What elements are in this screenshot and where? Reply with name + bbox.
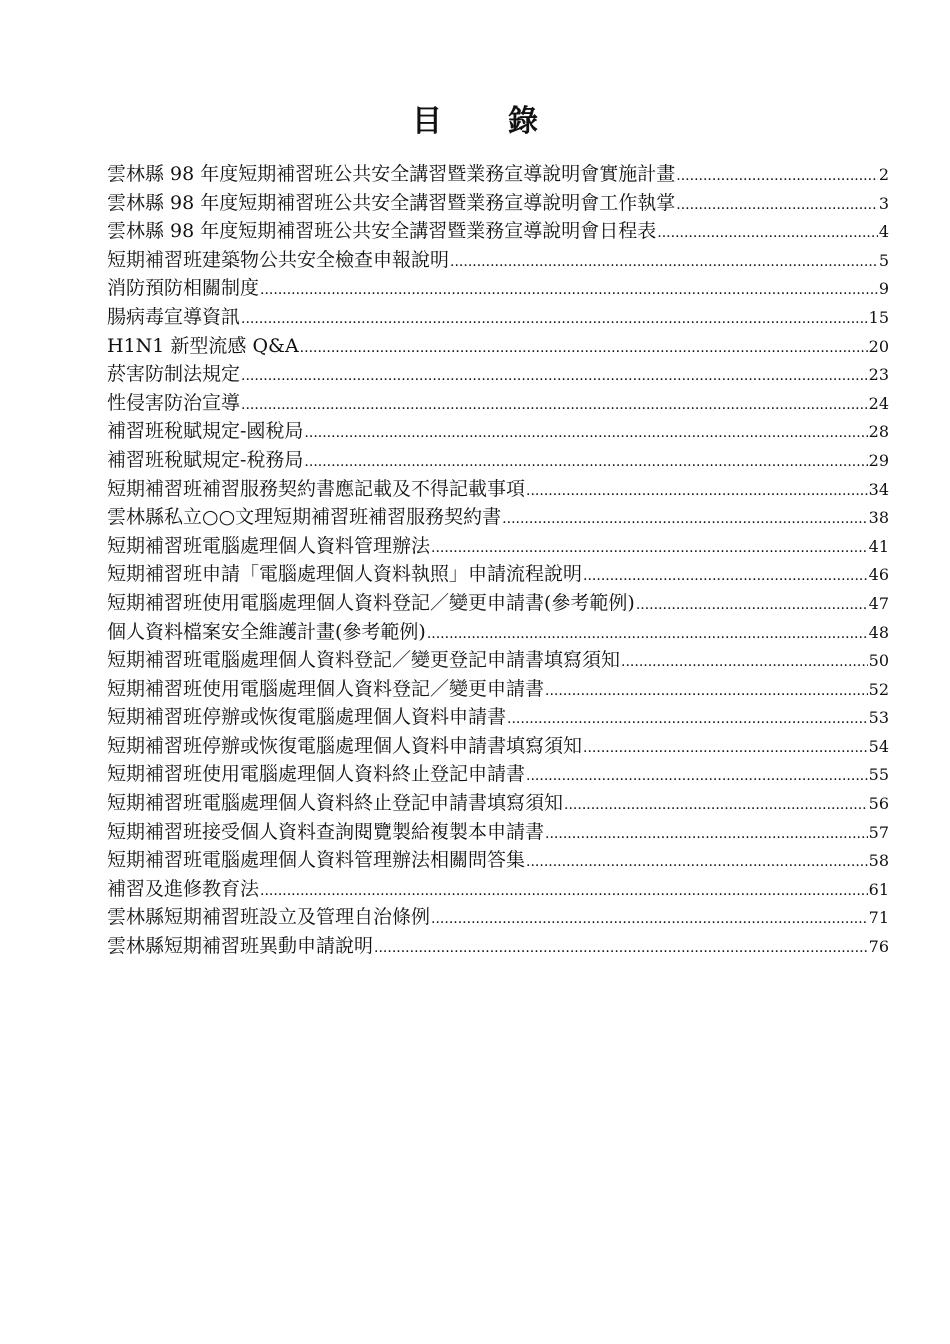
toc-page-number: 71 [868, 908, 889, 928]
toc-dot-leader [526, 762, 868, 791]
toc-page-number: 34 [868, 479, 889, 499]
toc-page-number: 46 [868, 565, 889, 585]
toc-entry-title: 短期補習班使用電腦處理個人資料登記／變更申請書 [107, 677, 545, 700]
toc-page-number: 15 [868, 307, 889, 327]
toc-dot-leader [300, 334, 868, 363]
toc-entry [107, 732, 889, 761]
toc-entry-title: 雲林縣 98 年度短期補習班公共安全講習暨業務宣導說明會實施計畫 [107, 163, 676, 185]
toc-entry-title: 補習班稅賦規定-國稅局 [107, 420, 304, 443]
toc-page-number: 56 [868, 794, 889, 814]
toc-entry-title: 短期補習班使用電腦處理個人資料登記／變更申請書(參考範例) [107, 591, 635, 614]
toc-page-number: 57 [868, 822, 889, 842]
toc-entry [107, 703, 889, 732]
toc-list [107, 160, 889, 961]
toc-page-number: 58 [868, 851, 889, 871]
toc-entry [107, 618, 889, 647]
toc-dot-leader [241, 362, 868, 391]
toc-entry [107, 160, 889, 189]
toc-entry [107, 846, 889, 875]
toc-page-number: 48 [868, 622, 889, 642]
toc-dot-leader [526, 477, 868, 506]
toc-entry [107, 274, 889, 303]
toc-entry-title: 短期補習班電腦處理個人資料終止登記申請書填寫須知 [107, 792, 564, 815]
toc-page-number: 20 [868, 336, 889, 356]
toc-entry-title: 菸害防制法規定 [107, 363, 241, 386]
toc-dot-leader [636, 591, 868, 620]
toc-entry [107, 446, 889, 475]
toc-entry-title: 雲林縣 98 年度短期補習班公共安全講習暨業務宣導說明會工作執掌 [107, 191, 676, 214]
toc-page-number: 29 [868, 450, 889, 470]
toc-entry [107, 560, 889, 589]
toc-dot-leader [260, 877, 868, 906]
toc-entry [107, 789, 889, 818]
toc-entry [107, 303, 889, 332]
toc-entry [107, 389, 889, 418]
toc-page-number: 61 [868, 879, 889, 899]
toc-dot-leader [564, 791, 868, 820]
toc-entry [107, 532, 889, 561]
toc-title: 目 錄 [412, 104, 556, 140]
toc-entry [107, 189, 889, 218]
toc-entry-title: 性侵害防治宣導 [107, 391, 241, 414]
toc-page-number: 54 [868, 736, 889, 756]
toc-entry-title: H1N1 新型流感 Q&A [107, 334, 299, 357]
toc-dot-leader [260, 276, 878, 305]
toc-dot-leader [507, 705, 868, 734]
toc-page-number: 2 [878, 165, 889, 184]
toc-entry [107, 417, 889, 446]
toc-entry-title: 補習及進修教育法 [107, 877, 260, 900]
toc-entry-title: 短期補習班使用電腦處理個人資料終止登記申請書 [107, 763, 526, 786]
toc-entry [107, 675, 889, 704]
toc-dot-leader [427, 620, 868, 649]
toc-entry-title: 短期補習班補習服務契約書應記載及不得記載事項 [107, 477, 526, 500]
toc-entry [107, 818, 889, 847]
toc-entry-title: 短期補習班電腦處理個人資料管理辦法相關問答集 [107, 849, 526, 872]
toc-dot-leader [241, 391, 868, 420]
toc-dot-leader [657, 219, 878, 248]
toc-entry-title: 短期補習班申請「電腦處理個人資料執照」申請流程說明 [107, 563, 583, 586]
toc-page-number: 76 [868, 937, 889, 957]
toc-page-number: 53 [868, 708, 889, 728]
toc-entry-title: 短期補習班建築物公共安全檢查申報說明 [107, 248, 450, 271]
toc-page-number: 41 [868, 536, 889, 556]
toc-entry [107, 646, 889, 675]
toc-page-number: 28 [868, 422, 889, 442]
toc-dot-leader [374, 934, 868, 963]
toc-page-number: 3 [878, 193, 889, 213]
toc-entry-title: 短期補習班電腦處理個人資料登記／變更登記申請書填寫須知 [107, 649, 621, 672]
toc-entry-title: 消防預防相關制度 [107, 277, 260, 300]
toc-dot-leader [431, 905, 868, 934]
toc-entry-title: 短期補習班電腦處理個人資料管理辦法 [107, 534, 431, 557]
toc-entry [107, 503, 889, 532]
toc-entry [107, 475, 889, 504]
toc-entry-title: 雲林縣 98 年度短期補習班公共安全講習暨業務宣導說明會日程表 [107, 220, 657, 243]
toc-page-number: 47 [868, 593, 889, 613]
toc-dot-leader [676, 191, 878, 220]
toc-entry-title: 補習班稅賦規定-稅務局 [107, 448, 304, 471]
toc-dot-leader [502, 505, 867, 534]
toc-page-number: 38 [868, 508, 889, 528]
toc-page-number: 50 [868, 651, 889, 671]
toc-page-number: 23 [868, 365, 889, 385]
toc-page-number: 55 [868, 765, 889, 785]
toc-page-number: 24 [868, 393, 889, 413]
toc-entry [107, 360, 889, 389]
toc-dot-leader [241, 305, 868, 334]
toc-dot-leader [676, 162, 878, 191]
toc-page-number: 52 [868, 679, 889, 699]
toc-dot-leader [545, 820, 868, 849]
toc-entry [107, 332, 889, 361]
toc-dot-leader [583, 562, 868, 591]
toc-dot-leader [583, 734, 868, 763]
toc-entry [107, 760, 889, 789]
toc-page-number: 4 [878, 222, 889, 242]
toc-entry-title: 雲林縣私立○○文理短期補習班補習服務契約書 [107, 506, 502, 529]
toc-dot-leader [304, 419, 867, 448]
toc-entry-title: 腸病毒宣導資訊 [107, 305, 241, 328]
toc-entry [107, 246, 889, 275]
toc-entry-title: 短期補習班停辦或恢復電腦處理個人資料申請書 [107, 706, 507, 729]
toc-entry-title: 雲林縣短期補習班設立及管理自治條例 [107, 906, 431, 929]
toc-entry [107, 932, 889, 961]
toc-entry [107, 217, 889, 246]
toc-entry-title: 雲林縣短期補習班異動申請說明 [107, 935, 374, 958]
toc-dot-leader [526, 848, 868, 877]
toc-dot-leader [545, 677, 868, 706]
toc-entry [107, 589, 889, 618]
toc-entry [107, 903, 889, 932]
toc-entry-title: 個人資料檔案安全維護計畫(參考範例) [107, 620, 426, 643]
toc-page-number: 9 [878, 279, 889, 299]
toc-dot-leader [450, 248, 878, 277]
toc-dot-leader [621, 648, 868, 677]
toc-dot-leader [304, 448, 867, 477]
toc-entry-title: 短期補習班接受個人資料查詢閱覽製給複製本申請書 [107, 820, 545, 843]
toc-dot-leader [431, 534, 868, 563]
toc-entry-title: 短期補習班停辦或恢復電腦處理個人資料申請書填寫須知 [107, 734, 583, 757]
toc-entry [107, 875, 889, 904]
toc-page-number: 5 [878, 250, 889, 270]
